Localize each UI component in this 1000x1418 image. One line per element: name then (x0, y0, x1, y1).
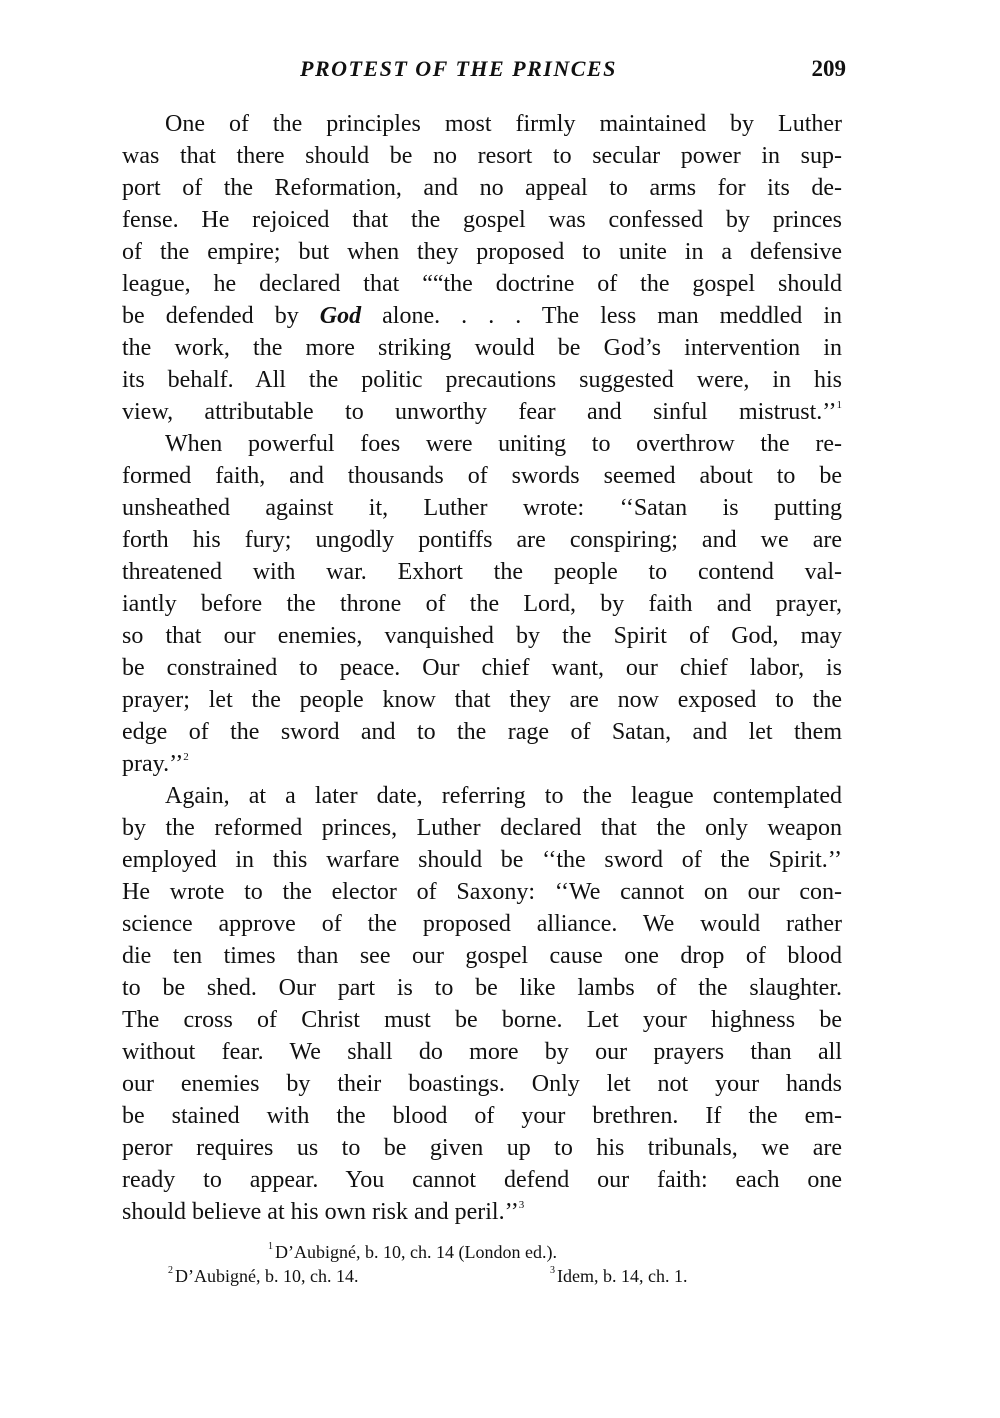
text-line (122, 908, 842, 940)
footnote-text: Idem, b. 14, ch. 1. (557, 1266, 688, 1286)
line-text: be constrained to peace. Our chief want, our chief labor, is (122, 655, 842, 681)
line-text: league, he declared that ““the doctrine of the gospel should (122, 271, 842, 297)
text-line (122, 108, 842, 140)
line-text: unsheathed against it, Luther wrote: ‘‘Satan is putting (122, 495, 842, 521)
line-text: prayer; let the people know that they are now exposed to the (122, 687, 842, 713)
text-line (122, 1004, 842, 1036)
text-line (122, 940, 842, 972)
line-text: view, attributable to unworthy fear and sinful mistrust.’’ (122, 399, 837, 425)
line-text: edge of the sword and to the rage of Satan, and let them (122, 719, 842, 745)
running-title: PROTEST OF THE PRINCES (300, 56, 617, 81)
body-text (122, 108, 842, 1228)
italic-text: God (319, 303, 362, 329)
line-text: so that our enemies, vanquished by the Spirit of God, may (122, 623, 842, 649)
line-text: ready to appear. You cannot defend our faith: each one (122, 1167, 842, 1193)
text-line (122, 588, 842, 620)
text-line (122, 844, 842, 876)
footnote-text: D’Aubigné, b. 10, ch. 14 (London ed.). (275, 1242, 557, 1262)
line-text: was that there should be no resort to secular power in sup- (122, 143, 842, 169)
line-text: its behalf. All the politic precautions suggested were, in his (122, 367, 842, 393)
line-text: be stained with the blood of your brethren. If the em- (122, 1103, 842, 1129)
footnote-marker: 2 (168, 1265, 173, 1276)
line-text: He wrote to the elector of Saxony: ‘‘We cannot on our con- (122, 879, 842, 905)
text-line (122, 300, 842, 332)
text-line (122, 1036, 842, 1068)
line-text: our enemies by their boastings. Only let not your hands (122, 1071, 842, 1097)
text-line (122, 620, 842, 652)
line-text: science approve of the proposed alliance. We would rather (122, 911, 842, 937)
line-text: be defended by (122, 303, 320, 329)
line-text: When powerful foes were uniting to overthrow the re- (165, 431, 842, 457)
footnote-reference: 2 (183, 751, 189, 763)
paragraph (122, 108, 842, 428)
footnote-text: D’Aubigné, b. 10, ch. 14. (175, 1266, 359, 1286)
line-text: Again, at a later date, referring to the league contemplated (165, 783, 842, 809)
line-text: pray.’’ (122, 751, 184, 777)
text-line (122, 1164, 842, 1196)
text-line (122, 972, 842, 1004)
text-line (122, 140, 842, 172)
line-text: of the empire; but when they proposed to unite in a defensive (122, 239, 842, 265)
text-line (122, 524, 842, 556)
text-line (122, 236, 842, 268)
text-line (122, 812, 842, 844)
line-text: employed in this warfare should be ‘‘the sword of the Spirit.’’ (122, 847, 842, 873)
footnote-reference: 1 (836, 399, 842, 411)
text-line (122, 684, 842, 716)
text-line (122, 268, 842, 300)
page-header (300, 56, 846, 88)
page-number: 209 (811, 56, 846, 81)
line-text: to be shed. Our part is to be like lambs of the slaughter. (122, 975, 842, 1001)
text-line (122, 172, 842, 204)
text-line (122, 1196, 842, 1228)
text-line (122, 460, 842, 492)
text-line (122, 428, 842, 460)
line-text: formed faith, and thousands of swords seemed about to be (122, 463, 842, 489)
line-text: die ten times than see our gospel cause one drop of blood (122, 943, 842, 969)
text-line (122, 492, 842, 524)
line-text: peror requires us to be given up to his tribunals, we are (122, 1135, 842, 1161)
text-line (122, 332, 842, 364)
line-text: forth his fury; ungodly pontiffs are conspiring; and we are (122, 527, 842, 553)
footnote-reference: 3 (518, 1199, 525, 1211)
text-line (122, 748, 842, 780)
footnote-marker: 1 (268, 1241, 273, 1252)
text-line (122, 556, 842, 588)
line-text: should believe at his own risk and peril.’’ (122, 1199, 519, 1225)
paragraph (122, 780, 842, 1228)
text-line (122, 1132, 842, 1164)
paragraph (122, 428, 842, 780)
text-line (122, 652, 842, 684)
line-text: One of the principles most firmly maintained by Luther (165, 111, 842, 137)
text-line (122, 780, 842, 812)
line-text: by the reformed princes, Luther declared that the only weapon (122, 815, 842, 841)
footnote-3 (550, 1264, 687, 1288)
line-text: iantly before the throne of the Lord, by faith and prayer, (122, 591, 842, 617)
text-line (122, 364, 842, 396)
line-text: alone. . . . The less man meddled in (361, 303, 842, 329)
text-line (122, 716, 842, 748)
line-text: the work, the more striking would be God’s intervention in (122, 335, 842, 361)
footnote-1 (268, 1240, 557, 1264)
text-line (122, 876, 842, 908)
text-line (122, 396, 842, 428)
line-text: threatened with war. Exhort the people to contend val- (122, 559, 842, 585)
footnote-2 (168, 1264, 358, 1288)
text-line (122, 1068, 842, 1100)
text-line (122, 204, 842, 236)
line-text: without fear. We shall do more by our prayers than all (122, 1039, 842, 1065)
line-text: fense. He rejoiced that the gospel was confessed by princes (122, 207, 842, 233)
line-text: The cross of Christ must be borne. Let your highness be (122, 1007, 842, 1033)
footnote-marker: 3 (550, 1265, 555, 1276)
text-line (122, 1100, 842, 1132)
line-text: port of the Reformation, and no appeal to arms for its de- (122, 175, 842, 201)
